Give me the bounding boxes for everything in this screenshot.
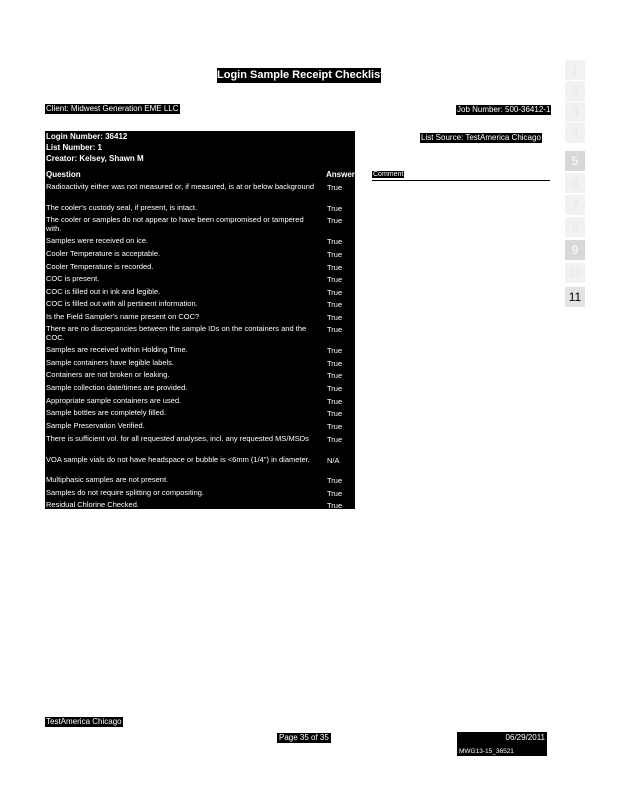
list-number: List Number: 1 (46, 143, 103, 152)
section-tab[interactable]: 6 (565, 173, 585, 193)
section-tab-active[interactable]: 11 (565, 287, 585, 307)
question-cell: COC is present. (46, 274, 100, 283)
footer-stamp (457, 732, 547, 756)
question-cell: Radioactivity either was not measured or, if measured, is at or below background (46, 182, 315, 191)
answer-cell: True (327, 501, 343, 510)
answer-cell: True (327, 300, 343, 309)
question-cell: There are no discrepancies between the sample IDs on the containers and the COC. (46, 324, 307, 342)
section-tab[interactable]: 7 (565, 195, 585, 215)
comment-header (372, 171, 550, 181)
footer-date: 06/29/2011 (505, 733, 545, 742)
question-cell: COC is filled out with all pertinent information. (46, 299, 198, 308)
footer-doc-code: MWG13-15_36521 (459, 748, 514, 755)
answer-cell: N/A (327, 456, 340, 465)
question-cell: The cooler's custody seal, if present, is intact. (46, 203, 198, 212)
question-cell: There is sufficient vol. for all requested analyses, incl. any requested MS/MSDs (46, 434, 309, 443)
answer-cell: True (327, 397, 343, 406)
answer-cell: True (327, 216, 343, 225)
question-cell: Multiphasic samples are not present. (46, 475, 169, 484)
answer-cell: True (327, 384, 343, 393)
answer-cell: True (327, 263, 343, 272)
document-title: Login Sample Receipt Checklist (217, 69, 384, 81)
answer-cell: True (327, 183, 343, 192)
login-number: Login Number: 36412 (46, 132, 128, 141)
question-cell: Residual Chlorine Checked. (46, 500, 139, 509)
answer-cell: True (327, 489, 343, 498)
answer-cell: True (327, 288, 343, 297)
answer-cell: True (327, 275, 343, 284)
section-tab[interactable]: 5 (565, 151, 585, 171)
comment-header-label: Comment (373, 171, 404, 178)
section-tab[interactable]: 10 (565, 263, 585, 283)
client-label: Client: Midwest Generation EME LLC (46, 104, 179, 113)
creator: Creator: Kelsey, Shawn M (46, 154, 144, 163)
question-cell: Sample collection date/times are provided. (46, 383, 188, 392)
question-cell: Is the Field Sampler's name present on COC? (46, 312, 200, 321)
question-cell: The cooler or samples do not appear to have been compromised or tampered with. (46, 215, 304, 233)
answer-cell: True (327, 476, 343, 485)
section-tab[interactable]: 2 (565, 81, 585, 101)
question-cell: Samples are received within Holding Time. (46, 345, 188, 354)
question-cell: Sample bottles are completely filled. (46, 408, 167, 417)
answer-cell: True (327, 409, 343, 418)
list-source: List Source: TestAmerica Chicago (421, 133, 541, 142)
question-cell: Cooler Temperature is recorded. (46, 262, 154, 271)
answer-cell: True (327, 435, 343, 444)
question-cell: Appropriate sample containers are used. (46, 396, 182, 405)
page-number: Page 35 of 35 (279, 733, 329, 742)
section-tab[interactable]: 8 (565, 217, 585, 237)
answer-cell: True (327, 237, 343, 246)
footer-lab-name: TestAmerica Chicago (46, 717, 122, 726)
question-cell: Sample containers have legible labels. (46, 358, 174, 367)
answer-cell: True (327, 325, 343, 334)
section-tab[interactable]: 1 (565, 60, 585, 80)
answer-cell: True (327, 204, 343, 213)
answer-cell: True (327, 313, 343, 322)
answer-cell: True (327, 422, 343, 431)
question-header: Question (46, 170, 81, 179)
answer-header: Answer (326, 170, 355, 179)
section-tab[interactable]: 9 (565, 240, 585, 260)
question-cell: Samples do not require splitting or compositing. (46, 488, 204, 497)
answer-cell: True (327, 359, 343, 368)
answer-cell: True (327, 371, 343, 380)
question-cell: Containers are not broken or leaking. (46, 370, 170, 379)
job-number: Job Number: 500-36412-1 (457, 105, 551, 114)
answer-cell: True (327, 250, 343, 259)
section-tab[interactable]: 4 (565, 123, 585, 143)
question-cell: VOA sample vials do not have headspace or bubble is <6mm (1/4") in diameter. (46, 455, 310, 464)
question-cell: Cooler Temperature is acceptable. (46, 249, 161, 258)
section-tab[interactable]: 3 (565, 102, 585, 122)
question-cell: Sample Preservation Verified. (46, 421, 145, 430)
question-cell: COC is filled out in ink and legible. (46, 287, 161, 296)
answer-cell: True (327, 346, 343, 355)
question-cell: Samples were received on ice. (46, 236, 149, 245)
